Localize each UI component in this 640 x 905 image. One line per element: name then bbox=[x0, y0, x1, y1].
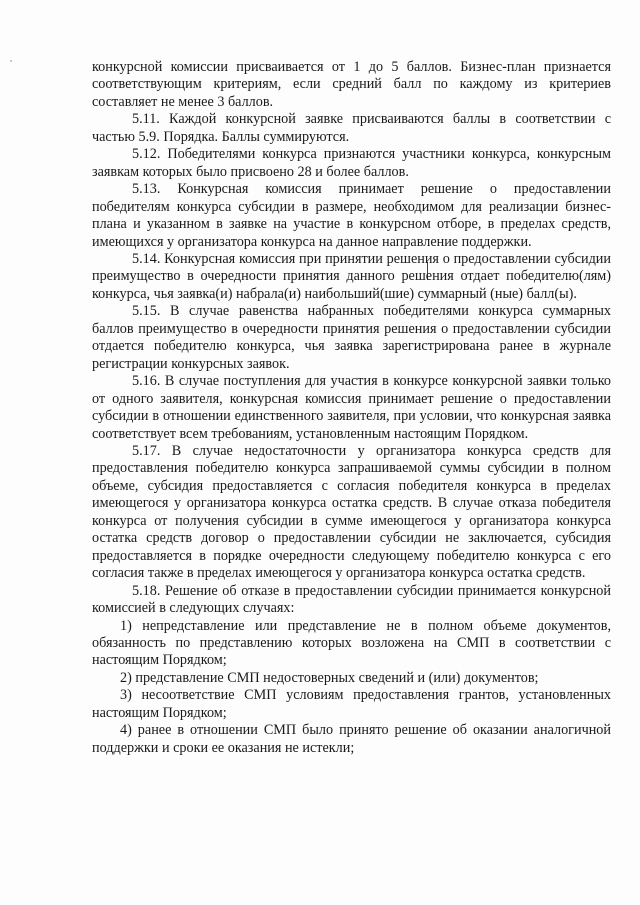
list-item-4: 4) ранее в отношении СМП было принято решение об оказании аналогичной поддержки и сроки ее оказания не истекли; bbox=[92, 722, 611, 756]
list-item-1: 1) непредставление или представление не в полном объеме документов, обязанность по представлению которых возложена на СМП в соответствии с настоящим Порядком; bbox=[92, 617, 611, 669]
paragraph-5-18: 5.18. Решение об отказе в предоставлении субсидии принимается конкурсной комиссией в следующих случаях: bbox=[92, 582, 611, 617]
paragraph-5-16: 5.16. В случае поступления для участия в конкурсе конкурсной заявки только от одного заявителя, конкурсная комиссия принимает решение о предоставлении субсидии в отношении единственного заявителя, при условии, что конкурсная заявка соответствует всем требованиям, установленным настоящим Порядком. bbox=[92, 373, 611, 442]
document-body bbox=[92, 59, 611, 757]
paragraph-5-13: 5.13. Конкурсная комиссия принимает решение о предоставлении победителям конкурса субсидии в размере, необходимом для реализации бизнес-плана и указанном в заявке на участие в конкурсном отборе, в пределах средств, имеющихся у организатора конкурса на данное направление поддержки. bbox=[92, 181, 611, 250]
scan-speck bbox=[10, 60, 12, 62]
paragraph-5-11: 5.11. Каждой конкурсной заявке присваиваются баллы в соответствии с частью 5.9. Порядка. Баллы суммируются. bbox=[92, 111, 611, 145]
list-item-2: 2) представление СМП недостоверных сведений и (или) документов; bbox=[120, 669, 539, 686]
paragraph-5-17: 5.17. В случае недостаточности у организатора конкурса средств для предоставления победителю конкурса запрашиваемой суммы субсидии в полном объеме, субсидия предоставляется с согласия победителя конкурса в пределах имеющегося у организатора конкурса остатка средств. В случае отказа победителя конкурса от получения субсидии в сумме имеющегося у организатора конкурса остатка средств договор о предоставлении субсидии не заключается, субсидия предоставляется в порядке очередности следующему победителю конкурса с его согласия также в пределах имеющегося у организатора конкурса остатка средств. bbox=[92, 442, 611, 582]
paragraph-5-14: 5.14. Конкурсная комиссия при принятии решения о предоставлении субсидии преимущество в очередности принятия данного решения отдает победителю(лям) конкурса, чья заявка(и) набрала(и) наибольший(шие) суммарный (ные) балл(ы). bbox=[92, 250, 611, 302]
paragraph-5-12: 5.12. Победителями конкурса признаются участники конкурса, конкурсным заявкам которых было присвоено 28 и более баллов. bbox=[92, 146, 611, 180]
list-item-3: 3) несоответствие СМП условиям предоставления грантов, установленных настоящим Порядком; bbox=[92, 687, 611, 721]
paragraph-continuation: конкурсной комиссии присваивается от 1 до 5 баллов. Бизнес-план признается соответствующим критериям, если средний балл по каждому из критериев составляет не менее 3 баллов. bbox=[92, 59, 611, 110]
paragraph-5-15: 5.15. В случае равенства набранных победителями конкурса суммарных баллов преимущество в очередности принятия решения о предоставлении субсидии отдается победителю конкурса, чья заявка зарегистрирована ранее в журнале регистрации конкурсных заявок. bbox=[92, 303, 611, 372]
